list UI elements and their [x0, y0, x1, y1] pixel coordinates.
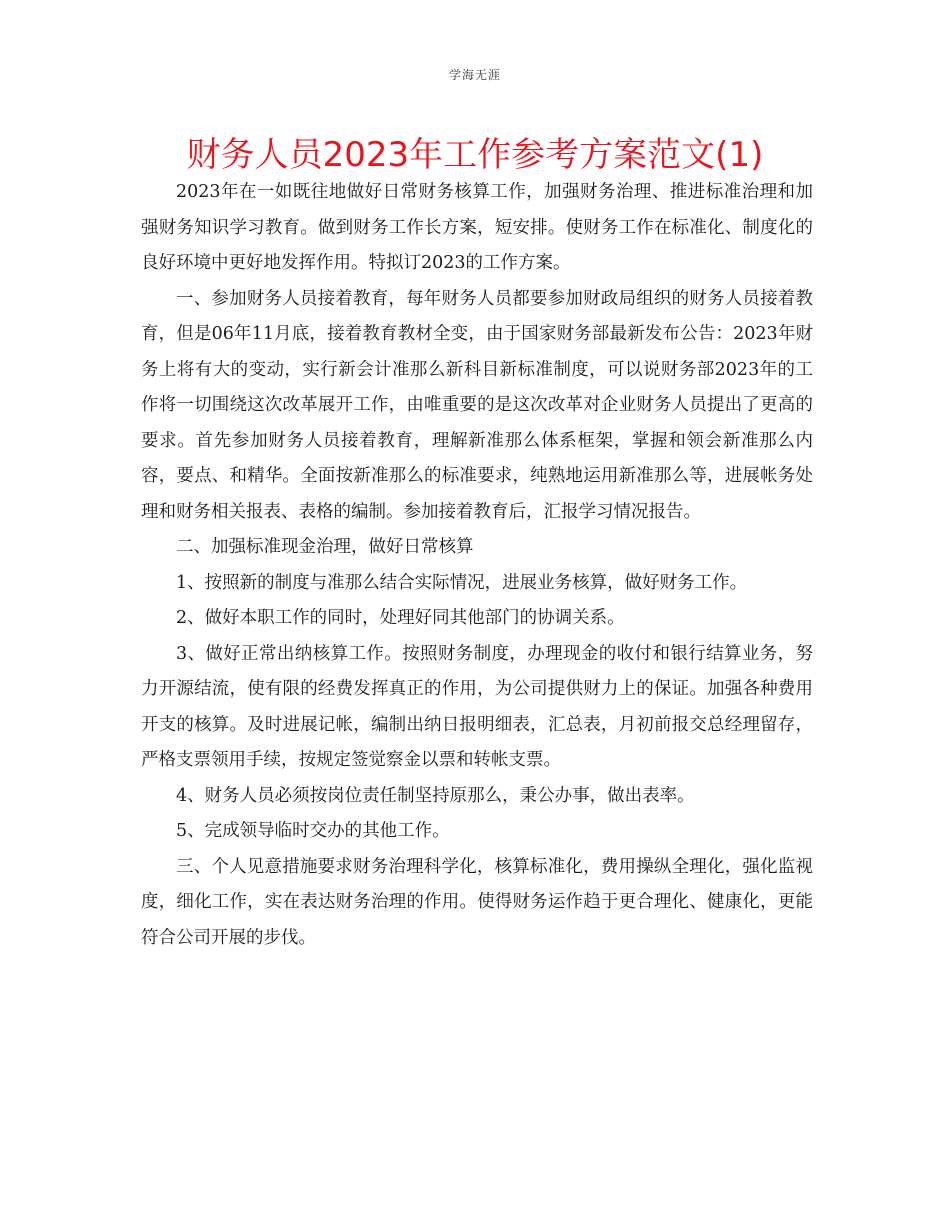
paragraph: 2、做好本职工作的同时，处理好同其他部门的协调关系。 [176, 608, 625, 628]
document-body [141, 175, 813, 956]
paragraph: 5、完成领导临时交办的其他工作。 [176, 821, 450, 841]
paragraph: 三、个人见意措施要求财务治理科学化，核算标准化，费用操纵全理化，强化监视度，细化工作，实在表达财务治理的作用。使得财务运作趋于更合理化、健康化，更能符合公司开展的步伐。 [141, 856, 813, 948]
page-header: 学海无涯 [448, 68, 501, 82]
paragraph: 二、加强标准现金治理，做好日常核算 [176, 537, 474, 557]
document-title: 财务人员2023年工作参考方案范文(1) [186, 135, 764, 175]
paragraph: 2023年在一如既往地做好日常财务核算工作，加强财务治理、推进标准治理和加强财务知识学习教育。做到财务工作长方案，短安排。使财务工作在标准化、制度化的良好环境中更好地发挥作用。特拟订2023的工作方案。 [141, 182, 813, 273]
paragraph: 3、做好正常出纳核算工作。按照财务制度，办理现金的收付和银行结算业务，努力开源结流，使有限的经费发挥真正的作用，为公司提供财力上的保证。加强各种费用开支的核算。及时进展记帐，编制出纳日报明细表，汇总表，月初前报交总经理留存，严格支票领用手续，按规定签觉察金以票和转帐支票。 [141, 643, 813, 770]
paragraph: 1、按照新的制度与准那么结合实际情况，进展业务核算，做好财务工作。 [176, 572, 748, 593]
paragraph: 一、参加财务人员接着教育，每年财务人员都要参加财政局组织的财务人员接着教育，但是06年11月底，接着教育教材全变，由于国家财务部最新发布公告：2023年财务上将有大的变动，实行新会计准那么新科目新标准制度，可以说财务部2023年的工作将一切围绕这次改革展开工作，由唯重要的是这次改革对企业财务人员提出了更高的要求。首先参加财务人员接着教育，理解新准那么体系框架，掌握和领会新准那么内容，要点、和精华。全面按新准那么的标准要求，纯熟地运用新准那么等，进展帐务处理和财务相关报表、表格的编制。参加接着教育后，汇报学习情况报告。 [141, 288, 813, 522]
paragraph: 4、财务人员必须按岗位责任制坚持原那么，秉公办事，做出表率。 [176, 785, 695, 806]
